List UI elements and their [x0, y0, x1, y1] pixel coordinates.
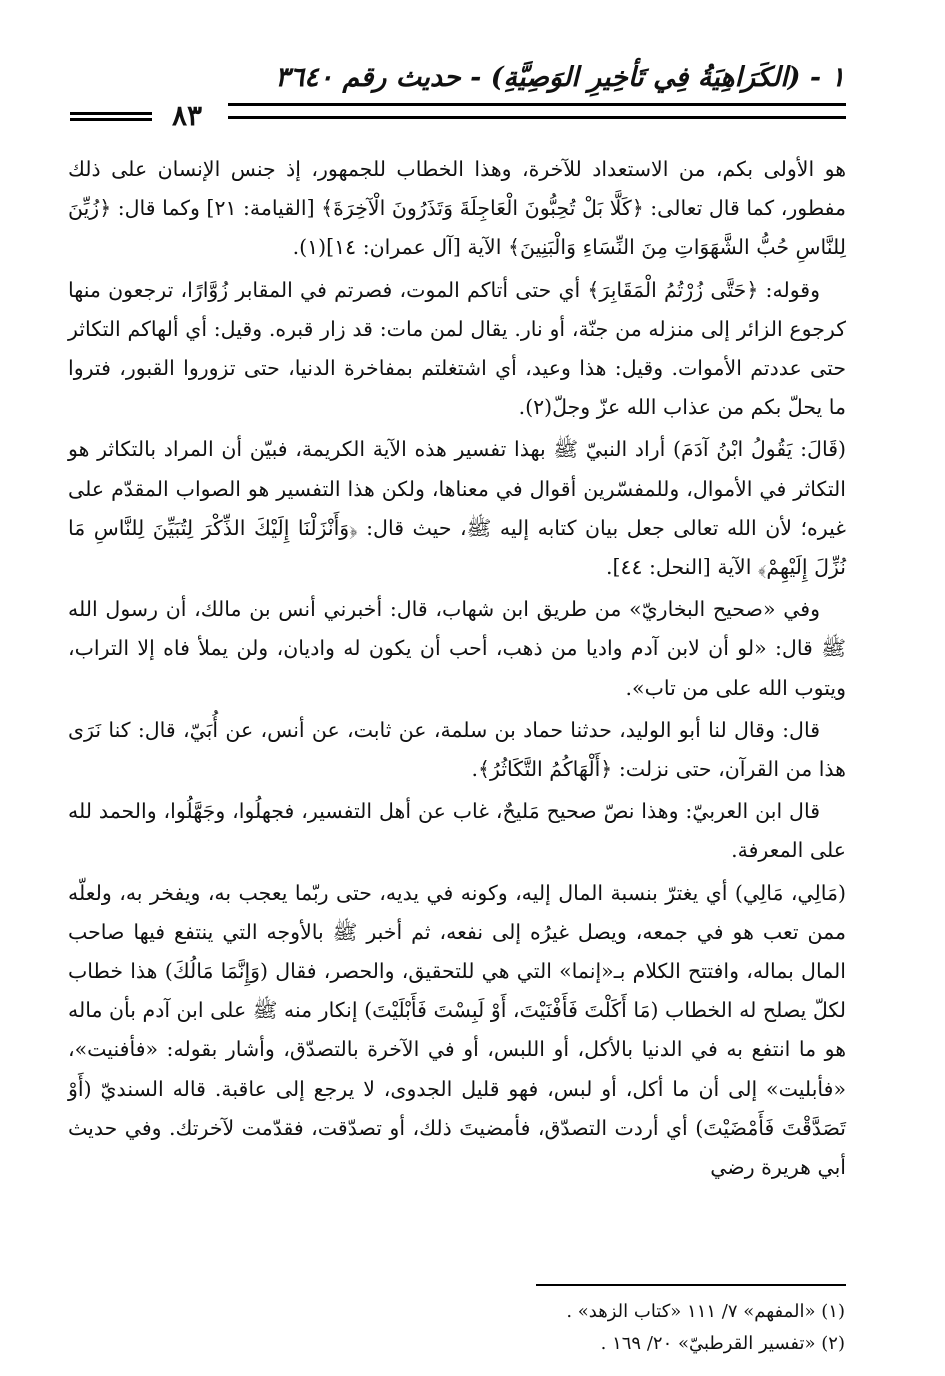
paragraph: (قَالَ: يَقُولُ ابْنُ آدَمَ) أراد النبيّ ﷺ بهذا تفسير هذه الآية الكريمة، فبيّن أن المراد بالتكاثر هو التكاثر في الأموال، وللمفسّرين أقوال في معناها، ولكن هذا التفسير هو الصواب المقدّم على غيره؛ لأن الله تعالى جعل بيان كتابه إليه ﷺ، حيث قال: ﴿وَأَنْزَلْنَا إِلَيْكَ الذِّكْرَ لِتُبَيِّنَ لِلنَّاسِ مَا نُزِّلَ إِلَيْهِمْ﴾ الآية [النحل: ٤٤].: [68, 437, 846, 580]
paragraph: وفي «صحيح البخاريّ» من طريق ابن شهاب، قال: أخبرني أنس بن مالك، أن رسول الله ﷺ قال: «لو أن لابن آدم واديا من ذهب، أحب أن يكون له واديان، ولن يملأ فاه إلا التراب، ويتوب الله على من تاب».: [68, 597, 846, 700]
header-rule-top: [228, 103, 846, 106]
paragraph: هو الأولى بكم، من الاستعداد للآخرة، وهذا الخطاب للجمهور، إذ جنس الإنسان على ذلك مفطور، كما قال تعالى: ﴿كَلَّا بَلْ تُحِبُّونَ الْعَاجِلَةَ وَتَذَرُونَ الْآخِرَةَ﴾ [القيامة: ٢١] وكما قال: ﴿زُيِّنَ لِلنَّاسِ حُبُّ الشَّهَوَاتِ مِنَ النِّسَاءِ وَالْبَنِينَ﴾ الآية [آل عمران: ١٤](١).: [68, 157, 847, 260]
header-rule-left-top: [70, 112, 152, 115]
paragraph: قال: وقال لنا أبو الوليد، حدثنا حماد بن سلمة، عن ثابت، عن أنس، عن أُبَيّ، قال: كنا نَرَى هذا من القرآن، حتى نزلت: ﴿أَلْهَاكُمُ التَّكَاثُرُ﴾.: [68, 717, 846, 782]
main-text: [68, 150, 846, 1190]
paragraph: قال ابن العربيّ: وهذا نصّ صحيح مَليحٌ، غاب عن أهل التفسير، فجهلُوا، وجَهَّلُوا، والحمد لله على المعرفة.: [68, 799, 846, 863]
footnote: (٢) «تفسير القرطبيّ» ٢٠/ ١٦٩ .: [600, 1333, 845, 1354]
footnote: (١) «المفهم» ٧/ ١١١ «كتاب الزهد» .: [566, 1301, 845, 1322]
footnotes: [345, 1296, 845, 1360]
header-rule-bottom: [228, 116, 846, 119]
footnote-divider: [536, 1284, 846, 1286]
header-rule-left-bottom: [70, 118, 152, 121]
running-header-title: ١ - (الكَرَاهِيَةُ فِي تَأخِيرِ الوَصِيَّةِ) - حديث رقم ٣٦٤٠: [275, 62, 845, 93]
page-number: ٨٣: [171, 99, 203, 132]
paragraph: (مَالِي، مَالِي) أي يغترّ بنسبة المال إليه، وكونه في يديه، حتى ربّما يعجب به، ويفخر به، ولعلّه ممن تعب هو في جمعه، ويصل غيرُه إلى نفعه، ثم أخبر ﷺ بالأوجه التي ينتفع فيها صاحب المال بماله، وافتتح الكلام بـ«إنما» التي هي للتحقيق، والحصر، فقال (وَإِنَّمَا مَالُكَ) هذا خطاب لكلّ يصلح له الخطاب (مَا أَكَلْتَ فَأَفْنَيْتَ، أَوْ لَبِسْتَ فَأَبْلَيْتَ) إنكار منه ﷺ على ابن آدم بأن ماله هو ما انتفع به في الدنيا بالأكل، أو اللبس، أو في الآخرة بالتصدّق، وأشار بقوله: «فأفنيت»، «فأبليت» إلى أن ما أكل، أو لبس، فهو قليل الجدوى، لا يرجع إلى عاقبة. قاله السنديّ (أَوْ تَصَدَّقْتَ فَأَمْضَيْتَ) أي أردت التصدّق، فأمضيتَ ذلك، أو تصدّقت، فقدّمت لآخرتك. وفي حديث أبي هريرة رضي: [68, 880, 846, 1180]
paragraph: وقوله: ﴿حَتَّى زُرْتُمُ الْمَقَابِرَ﴾ أي حتى أتاكم الموت، فصرتم في المقابر زُوَّارًا، ترجعون منها كرجوع الزائر إلى منزله من جنّة، أو نار. يقال لمن مات: قد زار قبره. وقيل: أي ألهاكم التكاثر حتى عددتم الأموات. وقيل: هذا وعيد، أي اشتغلتم بمفاخرة الدنيا، حتى تزوروا القبور، فتروا ما يحلّ بكم من عذاب الله عزّ وجلّ(٢).: [68, 277, 846, 420]
